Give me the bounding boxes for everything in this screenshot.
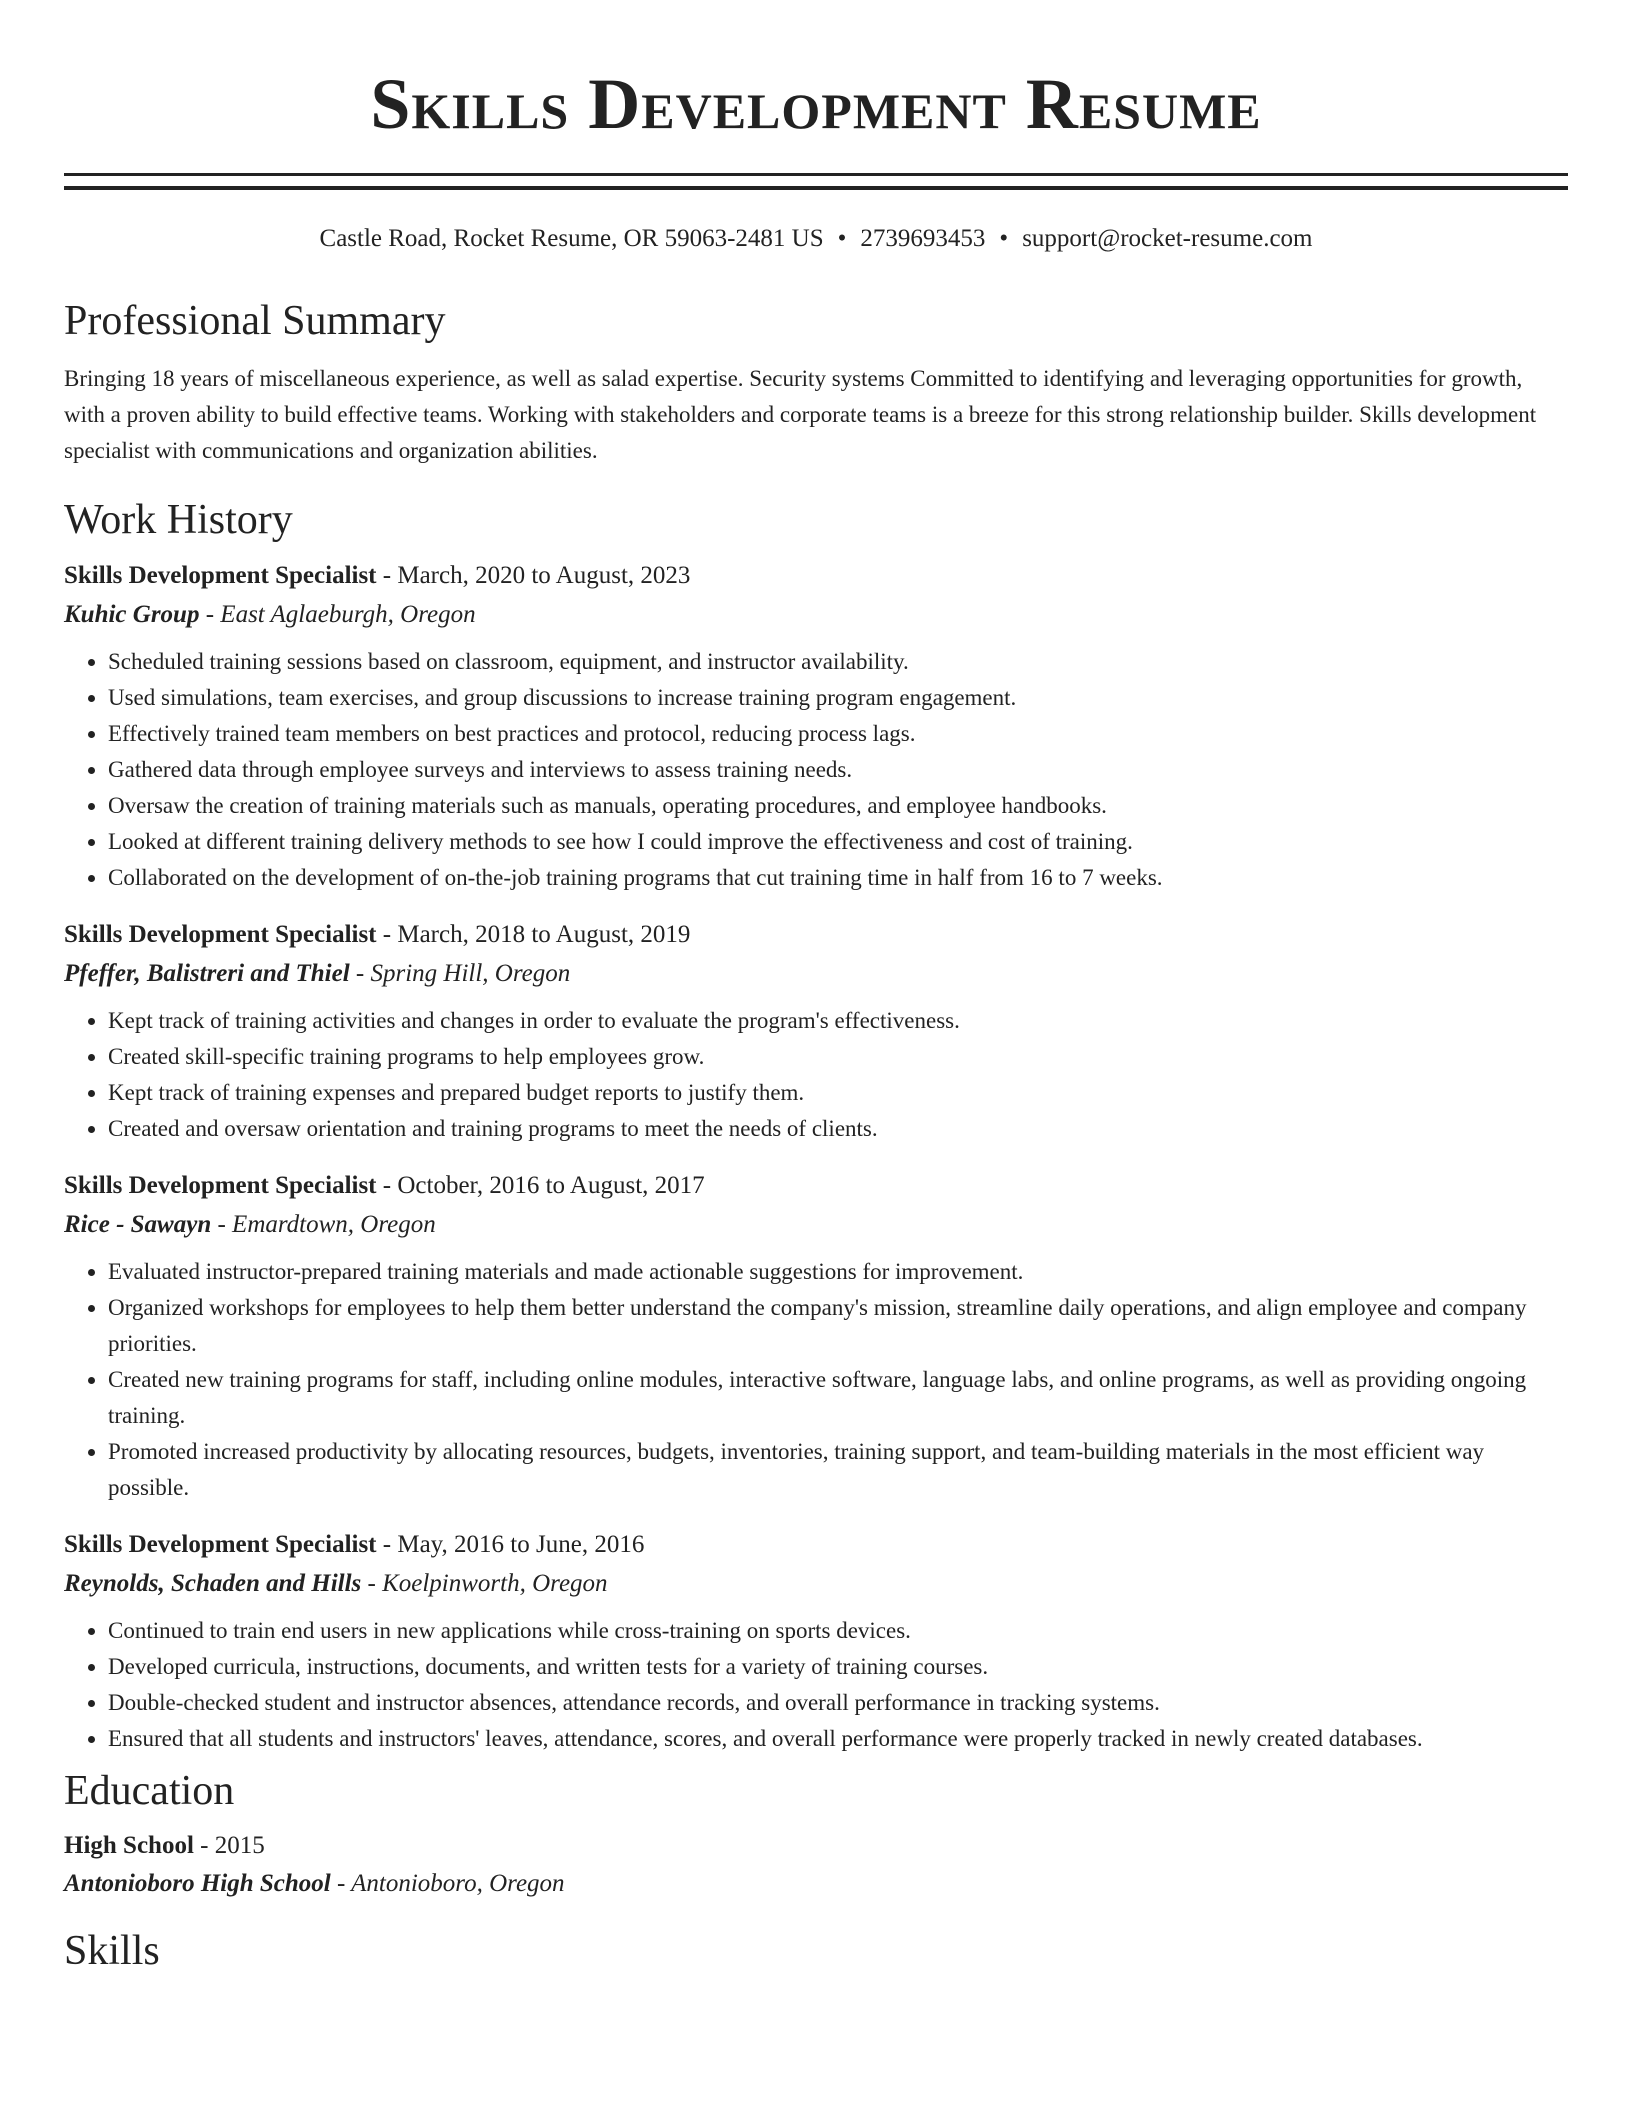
- education-heading: Education: [64, 1768, 235, 1814]
- education-dash: -: [330, 1870, 352, 1897]
- contact-address: Castle Road, Rocket Resume, OR 59063-2481 US: [319, 225, 824, 252]
- job-bullet-item: • Collaborated on the development of on-the-job training programs that cut training time in half from 16 to 7 weeks.: [108, 860, 1568, 896]
- education-degree: High School: [64, 1832, 194, 1859]
- job-bullet-item: • Created new training programs for staff, including online modules, interactive software, language labs, and online programs, as well as providing ongoing training.: [108, 1362, 1568, 1434]
- skills-heading: Skills: [64, 1928, 160, 1974]
- contact-line: [64, 223, 1568, 255]
- job-dates: October, 2016 to August, 2017: [397, 1172, 705, 1199]
- job-dates: March, 2020 to August, 2023: [397, 562, 691, 589]
- job-entry: [64, 1526, 1568, 1757]
- job-company-line: [64, 954, 1568, 994]
- job-company-line: [64, 1205, 1568, 1245]
- job-dash: -: [349, 960, 371, 987]
- education-school-line: [64, 1865, 1568, 1903]
- job-dash: -: [376, 1172, 398, 1199]
- job-bullet-item: • Effectively trained team members on best practices and protocol, reducing process lags.: [108, 716, 1568, 752]
- job-bullet-list: [64, 1613, 1568, 1757]
- job-role: Skills Development Specialist: [64, 562, 377, 589]
- job-bullet-item: • Promoted increased productivity by allocating resources, budgets, inventories, training support, and team-building materials in the most efficient way possible.: [108, 1434, 1568, 1506]
- job-dash: -: [211, 1211, 233, 1238]
- job-bullet-item: • Gathered data through employee surveys and interviews to assess training needs.: [108, 752, 1568, 788]
- job-location: East Aglaeburgh, Oregon: [220, 601, 476, 628]
- job-bullet-item: • Oversaw the creation of training materials such as manuals, operating procedures, and employee handbooks.: [108, 788, 1568, 824]
- job-dash: -: [376, 562, 398, 589]
- job-role: Skills Development Specialist: [64, 921, 377, 948]
- job-dash: -: [376, 921, 398, 948]
- job-location: Koelpinworth, Oregon: [382, 1570, 608, 1597]
- job-bullet-item: • Looked at different training delivery methods to see how I could improve the effectiveness and cost of training.: [108, 824, 1568, 860]
- job-bullet-item: • Used simulations, team exercises, and group discussions to increase training program engagement.: [108, 680, 1568, 716]
- job-bullet-item: • Organized workshops for employees to help them better understand the company's mission, streamline daily operations, and align employee and company priorities.: [108, 1290, 1568, 1362]
- job-bullet-item: • Created skill-specific training programs to help employees grow.: [108, 1039, 1568, 1075]
- job-bullet-list: [64, 1003, 1568, 1147]
- job-dates: March, 2018 to August, 2019: [397, 921, 691, 948]
- job-bullet-list: [64, 644, 1568, 896]
- job-company-line: [64, 1564, 1568, 1604]
- job-company-line: [64, 595, 1568, 635]
- job-entry: [64, 1167, 1568, 1506]
- job-bullet-item: • Kept track of training activities and changes in order to evaluate the program's effectiveness.: [108, 1003, 1568, 1039]
- job-company: Rice - Sawayn: [64, 1211, 212, 1238]
- contact-phone: 2739693453: [860, 225, 986, 252]
- job-title-line: [64, 1526, 1568, 1564]
- education-location: Antonioboro, Oregon: [351, 1870, 565, 1897]
- job-bullet-item: • Double-checked student and instructor absences, attendance records, and overall performance in tracking systems.: [108, 1685, 1568, 1721]
- job-bullet-item: • Scheduled training sessions based on classroom, equipment, and instructor availability.: [108, 644, 1568, 680]
- job-role: Skills Development Specialist: [64, 1531, 377, 1558]
- job-title-line: [64, 916, 1568, 954]
- summary-text: Bringing 18 years of miscellaneous experience, as well as salad expertise. Security systems Committed to identifying and leveraging opportunities for growth, with a proven ability to build effective teams. Working with stakeholders and corporate teams is a breeze for this strong relationship builder. Skills development specialist with communications and organization abilities.: [64, 366, 1537, 463]
- summary-heading: Professional Summary: [64, 298, 446, 344]
- contact-separator: •: [837, 225, 847, 252]
- work-history-list: [64, 557, 1568, 1757]
- job-bullet-list: [64, 1254, 1568, 1506]
- job-bullet-item: • Ensured that all students and instructors' leaves, attendance, scores, and overall performance were properly tracked in newly created databases.: [108, 1721, 1568, 1757]
- job-company: Reynolds, Schaden and Hills: [64, 1570, 362, 1597]
- job-dash: -: [199, 601, 221, 628]
- contact-email: support@rocket-resume.com: [1022, 225, 1313, 252]
- job-dash: -: [361, 1570, 383, 1597]
- education-dash: -: [193, 1832, 215, 1859]
- work-history-heading: Work History: [64, 497, 293, 543]
- job-location: Emardtown, Oregon: [232, 1211, 436, 1238]
- job-dates: May, 2016 to June, 2016: [397, 1531, 645, 1558]
- job-role: Skills Development Specialist: [64, 1172, 377, 1199]
- job-dash: -: [376, 1531, 398, 1558]
- job-location: Spring Hill, Oregon: [370, 960, 571, 987]
- job-bullet-item: • Developed curricula, instructions, documents, and written tests for a variety of training courses.: [108, 1649, 1568, 1685]
- resume-page: [64, 0, 1568, 1977]
- job-title-line: [64, 1167, 1568, 1205]
- education-degree-line: [64, 1827, 1568, 1865]
- title-double-rule: [64, 173, 1568, 190]
- job-entry: [64, 916, 1568, 1147]
- job-bullet-item: • Continued to train end users in new applications while cross-training on sports devices.: [108, 1613, 1568, 1649]
- job-bullet-item: • Created and oversaw orientation and training programs to meet the needs of clients.: [108, 1111, 1568, 1147]
- job-company: Kuhic Group: [64, 601, 200, 628]
- education-school: Antonioboro High School: [64, 1870, 331, 1897]
- contact-separator: •: [999, 225, 1009, 252]
- job-title-line: [64, 557, 1568, 595]
- job-company: Pfeffer, Balistreri and Thiel: [64, 960, 350, 987]
- job-bullet-item: • Kept track of training expenses and prepared budget reports to justify them.: [108, 1075, 1568, 1111]
- job-entry: [64, 557, 1568, 896]
- job-bullet-item: • Evaluated instructor-prepared training materials and made actionable suggestions for improvement.: [108, 1254, 1568, 1290]
- education-year: 2015: [214, 1832, 265, 1859]
- resume-title: Skills Development Resume: [370, 64, 1262, 144]
